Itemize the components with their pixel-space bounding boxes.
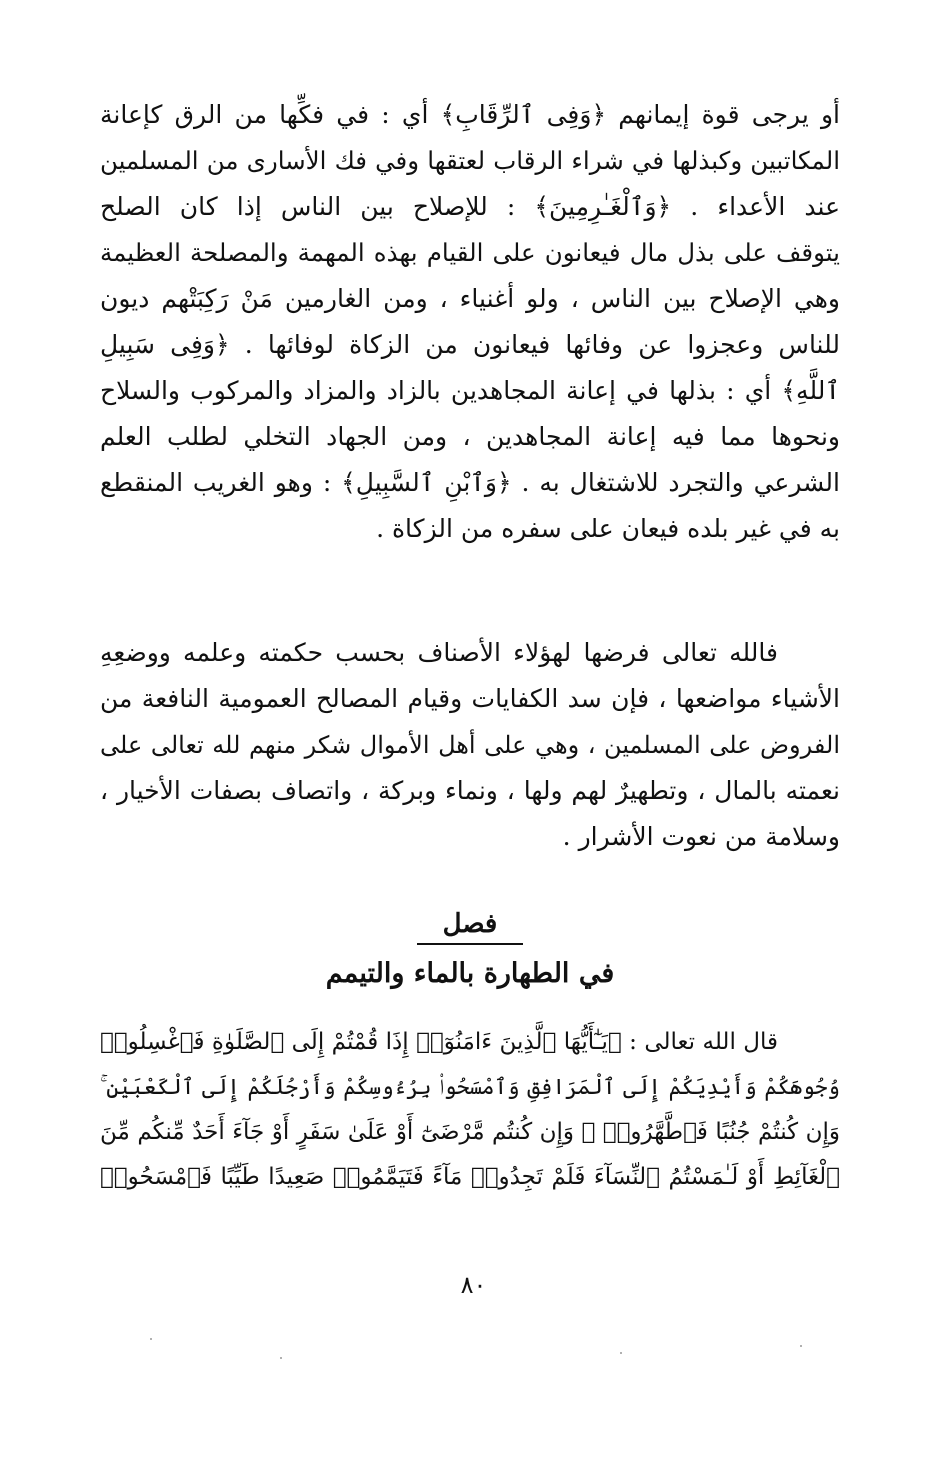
text-line: فالله تعالى فرضها لهؤلاء الأصناف بحسب حكمته وعلمه ووضعِهِ bbox=[100, 638, 778, 667]
text-line: نعمته بالمال ، وتطهيرٌ لهم ولها ، ونماء وبركة ، واتصاف بصفات الأخيار ، bbox=[100, 776, 840, 805]
text-line: به في غير بلده فيعان على سفره من الزكاة . bbox=[376, 514, 840, 543]
text-line: ٱلْغَآئِطِ أَوْ لَـٰمَسْتُمُ ٱلنِّسَآءَ فَلَمْ تَجِدُوا۟ مَآءً فَتَيَمَّمُوا۟ صَعِيدًا طَيِّبًا فَٱمْسَحُوا۟ bbox=[100, 1164, 840, 1190]
scan-speck bbox=[280, 1357, 282, 1359]
text-line: عند الأعداء . ﴿وَٱلْغَـٰرِمِينَ﴾ : للإصلاح بين الناس إذا كان الصلح bbox=[100, 192, 840, 221]
paragraph-zakat-recipients bbox=[100, 92, 840, 552]
scan-speck bbox=[800, 1345, 802, 1347]
text-line: وَإِن كُنتُمْ جُنُبًا فَٱطَّهَّرُوا۟ ۚ وَإِن كُنتُم مَّرْضَىٰٓ أَوْ عَلَىٰ سَفَرٍ أَوْ جَآءَ أَحَدٌ مِّنكُم مِّنَ bbox=[100, 1119, 840, 1145]
scan-speck bbox=[150, 1338, 152, 1340]
section-title bbox=[100, 904, 840, 945]
text-line: أو يرجى قوة إيمانهم ﴿وَفِى ٱلرِّقَابِ﴾ أي : في فكِّها من الرق كإعانة bbox=[100, 100, 840, 129]
text-line: ونحوها مما فيه إعانة المجاهدين ، ومن الجهاد التخلي لطلب العلم bbox=[100, 422, 840, 451]
text-line: وسلامة من نعوت الأشرار . bbox=[562, 822, 840, 851]
text-line: للناس وعجزوا عن وفائها فيعانون من الزكاة لوفائها . ﴿وَفِى سَبِيلِ bbox=[100, 330, 840, 359]
paragraph-wudu-verse bbox=[100, 1020, 840, 1200]
section-title-text: فصل bbox=[417, 907, 524, 945]
page-number: ٨٠ bbox=[460, 1271, 487, 1299]
text-line: الأشياء مواضعها ، فإن سد الكفايات وقيام المصالح العمومية النافعة من bbox=[100, 684, 840, 713]
section-subtitle: في الطهارة بالماء والتيمم bbox=[325, 958, 615, 989]
text-line: المكاتبين وكبذلها في شراء الرقاب لعتقها وفي فك الأسارى من المسلمين bbox=[100, 146, 840, 175]
text-line: قال الله تعالى : ﴿يَـٰٓأَيُّهَا ٱلَّذِينَ ءَامَنُوٓا۟ إِذَا قُمْتُمْ إِلَى ٱلصَّلَوٰةِ فَٱغْسِلُوا۟ bbox=[100, 1029, 778, 1055]
text-line: وُجُوهَكُمْ وَأَيْدِيَكُمْ إِلَى ٱلْمَرَافِقِ وَٱمْسَحُوا۟ بِرُءُوسِكُمْ وَأَرْجُلَكُمْ إِلَى ٱلْكَعْبَيْنِ ۚ bbox=[100, 1075, 840, 1100]
text-line: يتوقف على بذل مال فيعانون على القيام بهذه المهمة والمصلحة العظيمة bbox=[100, 238, 840, 267]
text-line: الفروض على المسلمين ، وهي على أهل الأموال شكر منهم لله تعالى على bbox=[100, 731, 840, 759]
scan-speck bbox=[620, 1352, 622, 1354]
text-line: الشرعي والتجرد للاشتغال به . ﴿وَٱبْنِ ٱلسَّبِيلِ﴾ : وهو الغريب المنقطع bbox=[100, 468, 840, 497]
text-line: ٱللَّهِ﴾ أي : بذلها في إعانة المجاهدين بالزاد والمزاد والمركوب والسلاح bbox=[100, 376, 840, 405]
text-line: وهي الإصلاح بين الناس ، ولو أغنياء ، ومن الغارمين مَنْ رَكِبَتْهم ديون bbox=[100, 284, 840, 313]
paragraph-zakat-wisdom bbox=[100, 630, 840, 860]
